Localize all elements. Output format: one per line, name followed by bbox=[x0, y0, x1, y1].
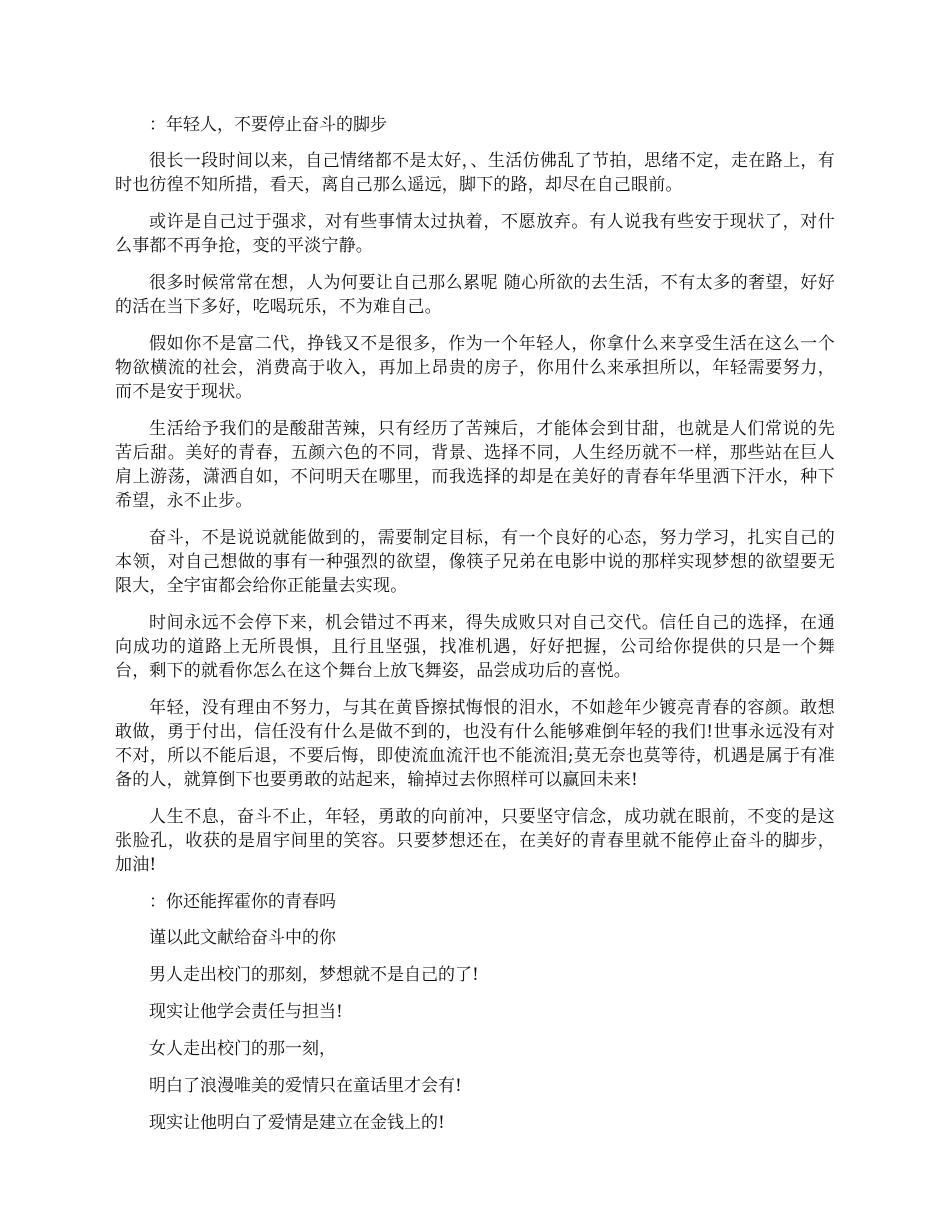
text-line-1: 谨以此文献给奋斗中的你 bbox=[149, 928, 336, 948]
paragraph-3: 很多时候常常在想，人为何要让自己那么累呢 随心所欲的去生活，不有太多的奢望，好好的活在当下多好，吃喝玩乐，不为难自己。 bbox=[115, 273, 835, 317]
text-line-5: 明白了浪漫唯美的爱情只在童话里才会有! bbox=[149, 1076, 462, 1096]
paragraph-4: 假如你不是富二代，挣钱又不是很多，作为一个年轻人，你拿什么来享受生活在这么一个物欲横流的社会，消费高于收入，再加上昂贵的房子，你用什么来承担所以，年轻需要努力，而不是安于现状。 bbox=[115, 334, 835, 402]
text-line-3: 现实让他学会责任与担当! bbox=[149, 1002, 343, 1022]
paragraph-5: 生活给予我们的是酸甜苦辣，只有经历了苦辣后，才能体会到甘甜，也就是人们常说的先苦后甜。美好的青春，五颜六色的不同，背景、选择不同，人生经历就不一样，那些站在巨人肩上游荡，潇洒自如，不问明天在哪里，而我选择的却是在美好的青春年华里洒下汗水，种下希望，永不止步。 bbox=[115, 419, 835, 511]
article-title-1: ：年轻人，不要停止奋斗的脚步 bbox=[149, 115, 387, 135]
article-title-2: ：你还能挥霍你的青春吗 bbox=[149, 892, 336, 912]
paragraph-1: 很长一段时间以来，自己情绪都不是太好，、生活仿佛乱了节拍，思绪不定，走在路上，有时也彷徨不知所措，看天，离自己那么遥远，脚下的路，却尽在自己眼前。 bbox=[115, 151, 835, 195]
text-line-6: 现实让他明白了爱情是建立在金钱上的! bbox=[149, 1113, 445, 1133]
paragraph-9: 人生不息，奋斗不止，年轻，勇敢的向前冲，只要坚守信念，成功就在眼前，不变的是这张脸孔，收获的是眉宇间里的笑容。只要梦想还在，在美好的青春里就不能停止奋斗的脚步，加油! bbox=[115, 807, 835, 875]
paragraph-6: 奋斗，不是说说就能做到的，需要制定目标，有一个良好的心态，努力学习，扎实自己的本领，对自己想做的事有一种强烈的欲望，像筷子兄弟在电影中说的那样实现梦想的欲望要无限大，全宇宙都会给你正能量去实现。 bbox=[115, 528, 835, 596]
text-line-4: 女人走出校门的那一刻， bbox=[149, 1039, 336, 1059]
paragraph-8: 年轻，没有理由不努力，与其在黄昏擦拭悔恨的泪水，不如趁年少镀亮青春的容颜。敢想敢做，勇于付出，信任没有什么是做不到的，也没有什么能够难倒年轻的我们!世事永远没有对不对，所以不能后退，不要后悔，即使流血流汗也不能流泪;莫无奈也莫等待，机遇是属于有准备的人，就算倒下也要勇敢的站起来，输掉过去你照样可以赢回未来! bbox=[115, 698, 835, 790]
paragraph-7: 时间永远不会停下来，机会错过不再来，得失成败只对自己交代。信任自己的选择，在通向成功的道路上无所畏惧，且行且坚强，找准机遇，好好把握，公司给你提供的只是一个舞台，剩下的就看你怎么在这个舞台上放飞舞姿，品尝成功后的喜悦。 bbox=[115, 613, 835, 681]
text-line-2: 男人走出校门的那刻，梦想就不是自己的了! bbox=[149, 965, 479, 985]
paragraph-2: 或许是自己过于强求，对有些事情太过执着，不愿放弃。有人说我有些安于现状了，对什么事都不再争抢，变的平淡宁静。 bbox=[115, 212, 835, 256]
